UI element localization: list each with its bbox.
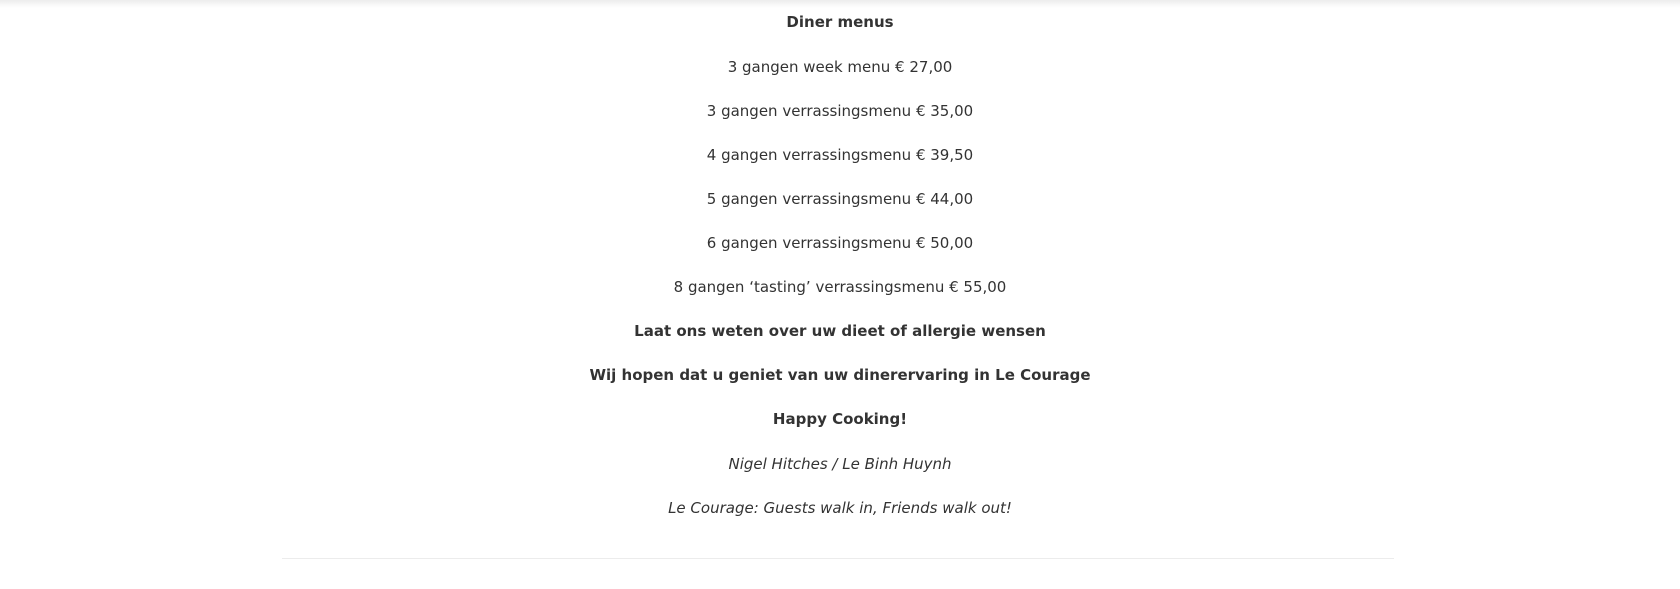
- enjoy-note: Wij hopen dat u geniet van uw dinerervaring in Le Courage: [589, 366, 1091, 384]
- menu-item: 4 gangen verrassingsmenu € 39,50: [706, 146, 974, 164]
- allergy-note: Laat ons weten over uw dieet of allergie wensen: [634, 322, 1046, 340]
- divider: [282, 558, 1394, 559]
- happy-cooking: Happy Cooking!: [772, 410, 908, 428]
- menu-item: 3 gangen verrassingsmenu € 35,00: [706, 102, 974, 120]
- menu-item: 5 gangen verrassingsmenu € 44,00: [706, 190, 974, 208]
- top-shadow: [0, 0, 1680, 8]
- menu-item: 8 gangen ‘tasting’ verrassingsmenu € 55,00: [673, 278, 1007, 296]
- menu-item: 3 gangen week menu € 27,00: [727, 58, 953, 76]
- menu-item: 6 gangen verrassingsmenu € 50,00: [706, 234, 974, 252]
- tagline: Le Courage: Guests walk in, Friends walk out!: [668, 499, 1012, 517]
- chef-names: Nigel Hitches / Le Binh Huynh: [728, 455, 952, 473]
- menu-heading: Diner menus: [786, 13, 894, 31]
